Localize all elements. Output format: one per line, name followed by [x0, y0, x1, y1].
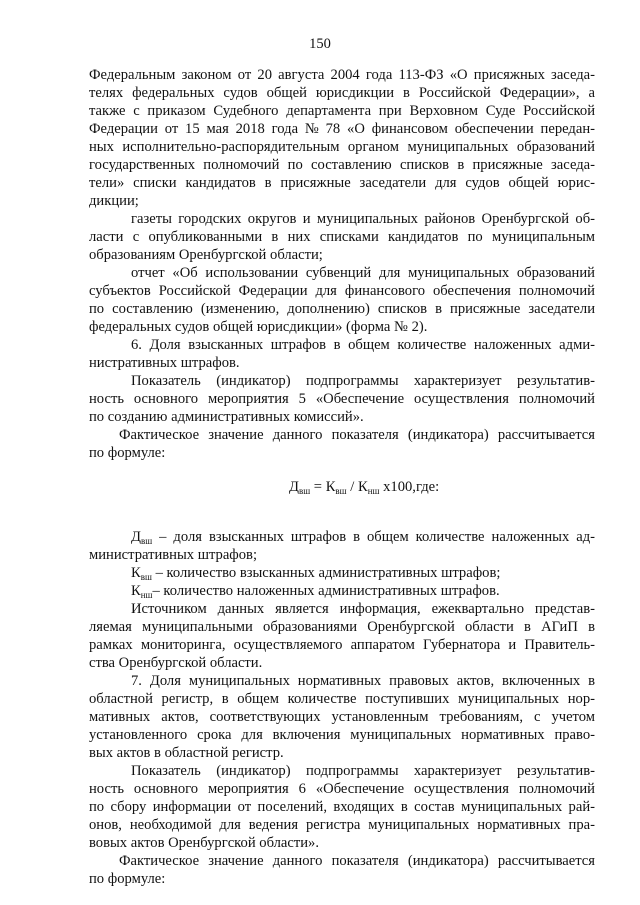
text-line: 7. Доля муниципальных нормативных правовых актов, включенных в: [131, 673, 595, 689]
text-line: по сбору информации от поселений, входящих в состав муниципальных рай-: [89, 799, 595, 815]
text-line: телях федеральных судов общей юрисдикции в Российской Федерации», а: [89, 85, 595, 101]
text-line: ства Оренбургской области.: [89, 655, 263, 671]
paragraphs-block-1: [89, 66, 595, 462]
text-line: онов, необходимой для ведения регистра муниципальных нормативных пра-: [89, 817, 595, 833]
document-body: [89, 66, 595, 888]
legend-line: [89, 582, 595, 600]
legend-subscript: вш: [140, 536, 153, 546]
spacer: [89, 462, 595, 476]
text-line: газеты городских округов и муниципальных районов Оренбургской об-: [131, 211, 595, 227]
formula-tail: х100,где:: [379, 479, 440, 495]
text-line: нистративных штрафов.: [89, 355, 240, 371]
formula-symbol-k2: К: [357, 479, 368, 495]
legend-text: министративных штрафов;: [89, 547, 257, 563]
text-line: тели» списки кандидатов в присяжные заседатели для судов общей юрис-: [89, 175, 595, 191]
legend-symbol: К: [131, 565, 141, 581]
formula-symbol-k1: К: [325, 479, 336, 495]
formula: [289, 478, 439, 500]
legend-line: [89, 528, 595, 546]
text-line: мативных актов, соответствующих установленным требованиям, с учетом: [89, 709, 595, 725]
text-line: по формуле:: [89, 871, 166, 887]
text-line: также с приказом Судебного департамента при Верховном Суде Российской: [89, 103, 595, 119]
formula-legend: [89, 528, 595, 600]
text-line: ность основного мероприятия 6 «Обеспечение осуществления полномочий: [89, 781, 595, 797]
text-line: Фактическое значение данного показателя (индикатора) рассчитывается: [119, 427, 595, 443]
text-line: по составлению (изменению, дополнению) списков в присяжные заседатели: [89, 301, 595, 317]
text-line: образованиям Оренбургской области;: [89, 247, 323, 263]
legend-line: [89, 564, 595, 582]
text-line: ных исполнительно-распорядительным органом муниципальных образований: [89, 139, 595, 155]
text-line: Показатель (индикатор) подпрограммы характеризует результатив-: [131, 373, 595, 389]
text-line: по созданию административных комиссий».: [89, 409, 364, 425]
formula-operator: /: [346, 479, 358, 495]
formula-subscript: нш: [367, 486, 380, 496]
formula-symbol-d: Д: [289, 479, 299, 495]
text-line: Федерации от 15 мая 2018 года № 78 «О финансовом обеспечении передан-: [89, 121, 595, 137]
text-line: субъектов Российской Федерации для финансового обеспечения полномочий: [89, 283, 595, 299]
text-line: отчет «Об использовании субвенций для муниципальных образований: [131, 265, 595, 281]
text-line: дикции;: [89, 193, 139, 209]
text-line: Источником данных является информация, ежеквартально представ-: [131, 601, 595, 617]
paragraphs-block-2: [89, 600, 595, 888]
formula-operator: =: [310, 479, 326, 495]
legend-text: – количество наложенных административных штрафов.: [152, 583, 500, 599]
text-line: вых актов в областной регистр.: [89, 745, 284, 761]
spacer: [89, 502, 595, 528]
text-line: рамках мониторинга, осуществляемого аппаратом Губернатора и Правитель-: [89, 637, 595, 653]
legend-subscript: вш: [140, 572, 152, 582]
legend-text: – количество взысканных административных штрафов;: [151, 565, 501, 581]
text-line: вовых актов Оренбургской области».: [89, 835, 320, 851]
text-line: государственных полномочий по составлению списков в присяжные заседа-: [89, 157, 595, 173]
legend-line: [89, 546, 595, 564]
formula-subscript: вш: [335, 486, 347, 496]
legend-symbol: К: [131, 583, 141, 599]
page-number: 150: [309, 36, 331, 52]
text-line: Фактическое значение данного показателя (индикатора) рассчитывается: [119, 853, 595, 869]
text-line: ность основного мероприятия 5 «Обеспечение осуществления полномочий: [89, 391, 595, 407]
legend-symbol: Д: [131, 529, 141, 545]
text-line: ласти с опубликованными в них списками кандидатов по муниципальным: [89, 229, 595, 245]
legend-subscript: нш: [140, 590, 153, 600]
legend-text: – доля взысканных штрафов в общем количестве наложенных ад-: [152, 529, 595, 545]
text-line: 6. Доля взысканных штрафов в общем количестве наложенных адми-: [131, 337, 595, 353]
text-line: по формуле:: [89, 445, 166, 461]
text-line: Показатель (индикатор) подпрограммы характеризует результатив-: [131, 763, 595, 779]
text-line: ляемая муниципальными образованиями Оренбургской области в АГиП в: [89, 619, 595, 635]
text-line: федеральных судов общей юрисдикции» (форма № 2).: [89, 319, 428, 335]
text-line: областной регистр, в общем количестве поступивших муниципальных нор-: [89, 691, 595, 707]
text-line: Федеральным законом от 20 августа 2004 года 113-ФЗ «О присяжных заседа-: [89, 67, 595, 83]
formula-subscript: вш: [298, 486, 311, 496]
formula-row: [89, 476, 595, 502]
text-line: установленного срока для включения муниципальных нормативных право-: [89, 727, 595, 743]
